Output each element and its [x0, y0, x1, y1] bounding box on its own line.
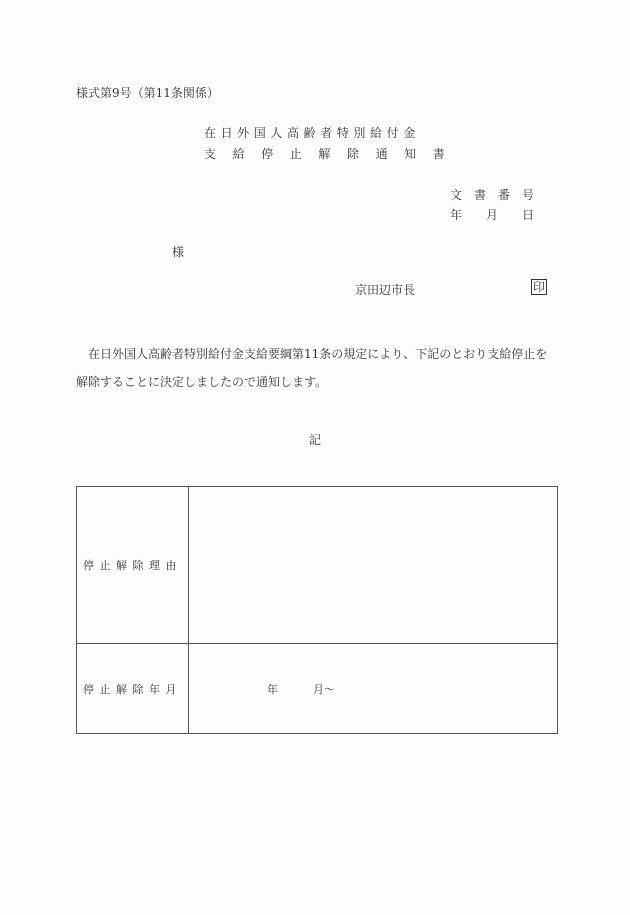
- date-label: 停止解除年月: [77, 644, 189, 734]
- reason-value: [189, 487, 558, 644]
- title-char: 通: [375, 147, 388, 161]
- year-label: 年: [450, 208, 463, 222]
- title-char: 停: [261, 147, 274, 161]
- form-number: 様式第9号（第11条関係）: [76, 86, 219, 100]
- title-char: 給: [232, 147, 245, 161]
- month-label: 月〜: [313, 682, 335, 696]
- ki-heading: 記: [309, 433, 322, 447]
- title-char: 解: [318, 147, 331, 161]
- table-row: [77, 487, 558, 644]
- title-char: 書: [432, 147, 445, 161]
- docno-char: 文: [450, 188, 463, 202]
- reason-label: 停止解除理由: [77, 487, 189, 644]
- day-label: 日: [522, 208, 535, 222]
- title-char: 支: [204, 147, 217, 161]
- notice-body: 在日外国人高齢者特別給付金支給要綱第11条の規定により、下記のとおり支給停止を解除することに決定しましたので通知します。: [76, 347, 548, 389]
- addressee-suffix: 様: [172, 245, 185, 259]
- seal-mark: 印: [533, 280, 546, 294]
- document-title-line2: [204, 145, 461, 162]
- date-value: [189, 644, 558, 734]
- docno-char: 番: [498, 188, 511, 202]
- title-char: 止: [289, 147, 302, 161]
- title-char: 知: [404, 147, 417, 161]
- table-row: [77, 644, 558, 734]
- notice-table: [76, 486, 558, 734]
- issue-date: [450, 206, 534, 223]
- document-number-label: [450, 186, 546, 203]
- title-char: 除: [346, 147, 359, 161]
- docno-char: 書: [474, 188, 487, 202]
- month-label: 月: [486, 208, 499, 222]
- year-label: 年: [267, 682, 278, 696]
- document-title-line1: 在日外国人高齢者特別給付金: [204, 126, 420, 140]
- issuer-name: 京田辺市長: [355, 283, 416, 297]
- docno-char: 号: [522, 188, 535, 202]
